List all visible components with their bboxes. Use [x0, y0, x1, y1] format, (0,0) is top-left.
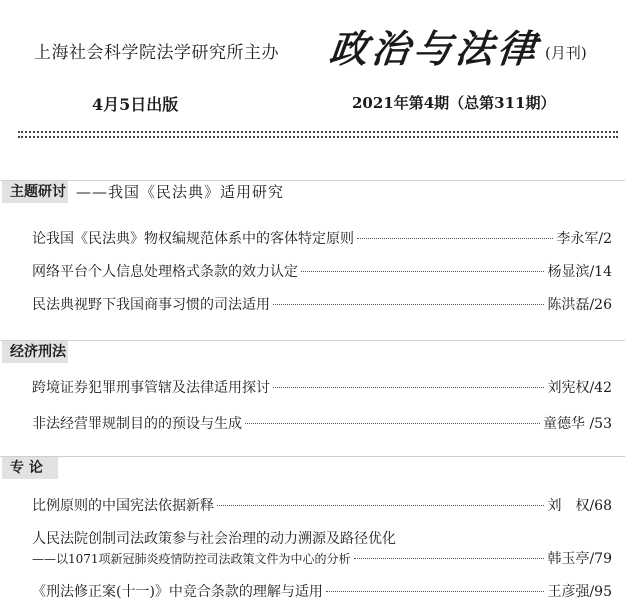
section-subtitle: ——我国《民法典》适用研究	[76, 183, 285, 201]
author-page: 陈洪磊/26	[547, 297, 612, 313]
dot-leader	[245, 423, 540, 424]
toc-entry[interactable]	[32, 228, 612, 248]
dot-leader	[301, 271, 544, 272]
dot-leader	[354, 558, 545, 559]
author-page: 李永军/2	[556, 231, 612, 247]
publish-date: 4月5日出版	[92, 95, 179, 114]
author-page: 刘宪权/42	[547, 380, 612, 396]
article-subtitle: ——以1071项新冠肺炎疫情防控司法政策文件为中心的分析	[32, 552, 351, 566]
sponsor-text: 上海社会科学院法学研究所主办	[34, 43, 279, 63]
frequency-label: (月刊)	[545, 44, 587, 62]
author-page: 刘 权/68	[547, 498, 612, 514]
section-rule	[0, 340, 625, 341]
author-page: 杨显滨/14	[547, 264, 612, 280]
header-divider	[18, 131, 618, 133]
article-title: 跨境证券犯罪刑事管辖及法律适用探讨	[32, 380, 270, 396]
toc-entry[interactable]	[32, 377, 612, 397]
header-divider	[18, 136, 618, 138]
section-tag: 主题研讨	[2, 181, 68, 203]
toc-entry[interactable]	[32, 495, 612, 515]
section-rule	[0, 456, 625, 457]
section-tag: 经济刑法	[2, 341, 68, 363]
dot-leader	[217, 505, 544, 506]
section-tag: 专 论	[2, 457, 58, 479]
author-page: 韩玉亭/79	[547, 551, 612, 567]
author-page: 王彦强/95	[547, 584, 612, 600]
dot-leader	[273, 387, 544, 388]
article-title: 民法典视野下我国商事习惯的司法适用	[32, 297, 270, 313]
dot-leader	[273, 304, 544, 305]
journal-title: 政治与法律	[327, 26, 543, 71]
article-title: 人民法院创制司法政策参与社会治理的动力溯源及路径优化	[32, 531, 396, 547]
toc-entry[interactable]	[32, 528, 612, 548]
article-title: 比例原则的中国宪法依据新释	[32, 498, 214, 514]
article-title: 论我国《民法典》物权编规范体系中的客体特定原则	[32, 231, 354, 247]
issue-number: 2021年第4期（总第311期）	[352, 94, 556, 112]
toc-entry-subtitle[interactable]	[32, 548, 612, 566]
dot-leader	[357, 238, 553, 239]
toc-entry[interactable]	[32, 261, 612, 281]
article-title: 非法经营罪规制目的的预设与生成	[32, 416, 242, 432]
dot-leader	[326, 591, 545, 592]
toc-entry[interactable]	[32, 294, 612, 314]
toc-entry[interactable]	[32, 413, 612, 433]
article-title: 《刑法修正案(十一)》中竞合条款的理解与适用	[32, 584, 323, 600]
author-page: 童德华 /53	[543, 416, 612, 432]
toc-entry[interactable]	[32, 581, 612, 601]
article-title: 网络平台个人信息处理格式条款的效力认定	[32, 264, 298, 280]
